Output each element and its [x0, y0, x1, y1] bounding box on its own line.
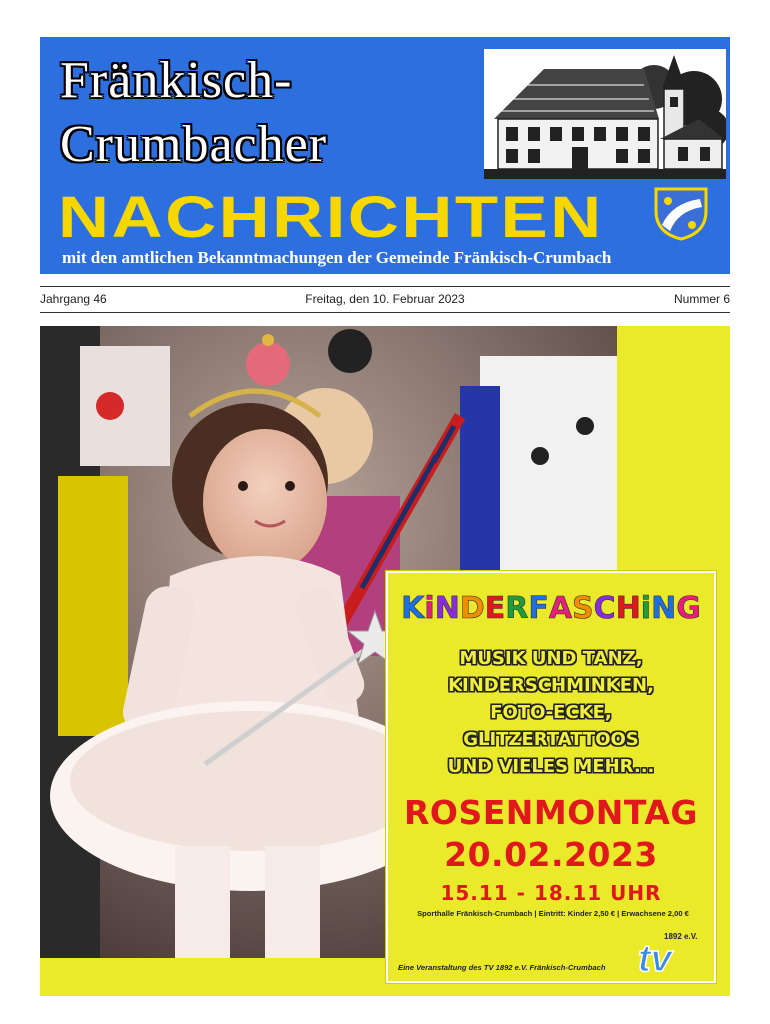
- event-time: 15.11 - 18.11 UHR: [440, 881, 662, 905]
- poster-title-letter: R: [505, 591, 529, 626]
- activity-line: MUSIK UND TANZ,: [459, 648, 643, 669]
- issue-number: Nummer 6: [673, 292, 730, 306]
- town-hall-illustration: [484, 49, 726, 179]
- poster-title-letter: K: [401, 591, 425, 626]
- tv-logo-text: tv: [638, 938, 672, 975]
- poster-title-letter: i: [424, 591, 435, 626]
- poster-title: [388, 591, 714, 626]
- poster-title-letter: H: [615, 591, 641, 626]
- title-line-1: Fränkisch-: [60, 52, 293, 109]
- tv-logo-year: 1892 e.V.: [664, 932, 698, 941]
- poster-activities: [388, 645, 714, 780]
- event-venue: Sporthalle Fränkisch-Crumbach | Eintritt: Kinder 2,50 € | Erwachsene 2,00 €: [417, 909, 689, 918]
- activity-line: UND VIELES MEHR...: [447, 756, 655, 777]
- title-line-2: Crumbacher: [60, 116, 328, 173]
- kinderfasching-poster: [386, 571, 716, 983]
- masthead: [40, 37, 730, 274]
- masthead-subtitle: mit den amtlichen Bekanntmachungen der Gemeinde Fränkisch-Crumbach: [62, 248, 612, 267]
- event-organizer: Eine Veranstaltung des TV 1892 e.V. Fränkisch-Crumbach: [398, 963, 606, 972]
- poster-title-letter: S: [572, 591, 594, 626]
- issue-date: Freitag, den 10. Februar 2023: [305, 292, 465, 306]
- poster-title-letter: N: [651, 591, 677, 626]
- activity-line: KINDERSCHMINKEN,: [448, 675, 654, 696]
- poster-title-letter: C: [593, 591, 616, 626]
- coat-of-arms-icon: [652, 185, 710, 241]
- event-day: ROSENMONTAG: [404, 793, 698, 832]
- event-date: 20.02.2023: [444, 835, 658, 874]
- poster-title-letter: F: [528, 591, 549, 626]
- poster-title-letter: N: [434, 591, 460, 626]
- activity-line: GLITZERTATTOOS: [463, 729, 639, 750]
- top-rule: [40, 286, 730, 287]
- issue-volume: Jahrgang 46: [40, 292, 107, 306]
- activity-line: FOTO-ECKE,: [490, 702, 612, 723]
- bottom-rule: [40, 312, 730, 313]
- poster-title-letter: D: [459, 591, 485, 626]
- tv-club-logo: [634, 929, 700, 975]
- poster-title-letter: G: [676, 591, 701, 626]
- poster-title-letter: E: [484, 591, 506, 626]
- nachrichten-title: NACHRICHTEN: [58, 185, 604, 250]
- poster-title-letter: i: [640, 591, 652, 626]
- poster-title-letter: A: [548, 591, 573, 626]
